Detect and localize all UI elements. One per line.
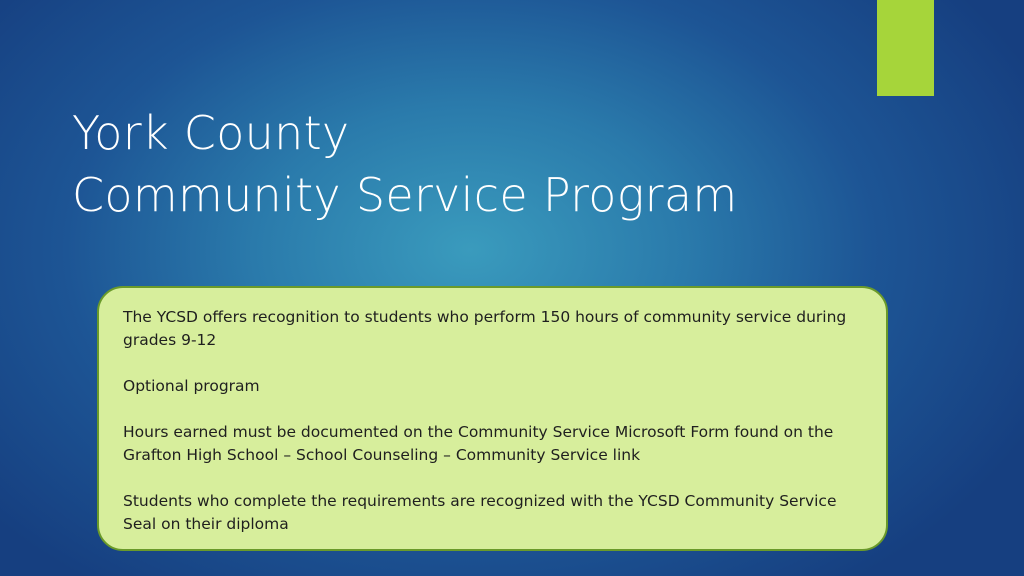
paragraph-hours: Hours earned must be documented on the Community Service Microsoft Form found on the Grafton High School – School Counseling – Community Service link	[123, 423, 834, 464]
accent-bar	[877, 0, 934, 96]
paragraph-recognition: The YCSD offers recognition to students who perform 150 hours of community service during grades 9-12	[123, 308, 847, 349]
paragraph-seal: Students who complete the requirements are recognized with the YCSD Community Service Seal on their diploma	[123, 492, 837, 533]
title-line-2: Community Service Program	[72, 168, 738, 222]
title-line-1: York County	[72, 106, 350, 160]
slide-title	[72, 102, 872, 226]
content-box	[97, 286, 888, 551]
paragraph-optional: Optional program	[123, 377, 260, 395]
